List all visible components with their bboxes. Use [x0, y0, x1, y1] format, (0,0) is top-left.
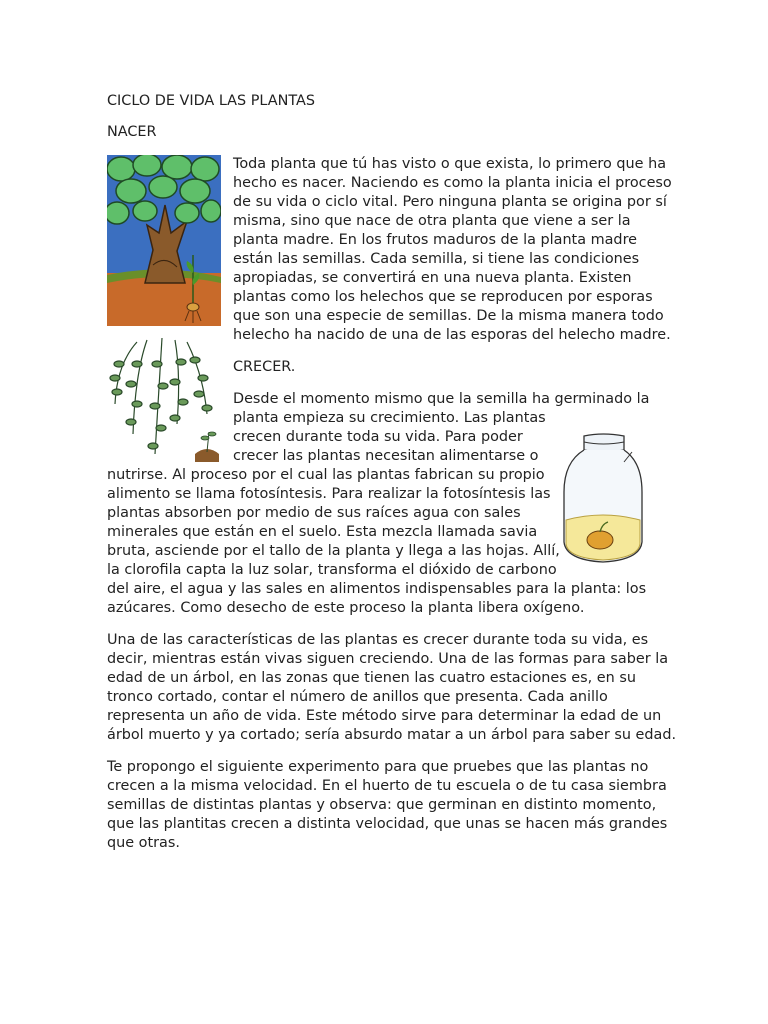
- crecer-line: minerales que están en el suelo. Esta mezcla llamada savia: [107, 524, 538, 540]
- section-heading-nacer: NACER: [107, 124, 157, 140]
- fern-illustration: [107, 334, 221, 464]
- crecer-line: la clorofila capta la luz solar, transforma el dióxido de carbono: [107, 562, 557, 578]
- document-title: CICLO DE VIDA LAS PLANTAS: [107, 93, 316, 109]
- crecer-line: Desde el momento mismo que la semilla ha germinado la: [233, 391, 650, 407]
- crecer-line: nutrirse. Al proceso por el cual las plantas fabrican su propio: [107, 467, 545, 483]
- experiment-paragraph: Te propongo el siguiente experimento para que pruebes que las plantas no crecen a la misma velocidad. En el huerto de tu escuela o de tu casa siembra semillas de distintas plantas y observa: que germinan en distinto momento, que las plantitas crecen a distinta velocidad, que unas se hacen más grandes que otras.: [107, 759, 668, 851]
- crecer-line: azúcares. Como desecho de este proceso la planta libera oxígeno.: [107, 600, 585, 616]
- crecer-line: alimento se llama fotosíntesis. Para realizar la fotosíntesis las: [107, 486, 551, 502]
- tree-rings-paragraph: Una de las características de las plantas es crecer durante toda su vida, es decir, mientras están vivas siguen creciendo. Una de las formas para saber la edad de un árbol, en las zonas que tienen las cuatro estaciones es, en su tronco cortado, contar el número de anillos que presenta. Cada anillo representa un año de vida. Este método sirve para determinar la edad de un árbol muerto y ya cortado; sería absurdo matar a un árbol para saber su edad.: [107, 632, 677, 743]
- crecer-line: bruta, asciende por el tallo de la planta y llega a las hojas. Allí,: [107, 543, 560, 559]
- tree-illustration: [107, 155, 221, 326]
- section-heading-crecer: CRECER.: [233, 359, 296, 375]
- crecer-line: crecen durante toda su vida. Para poder: [233, 429, 523, 445]
- crecer-line: plantas absorben por medio de sus raíces agua con sales: [107, 505, 521, 521]
- jar-illustration: [560, 432, 646, 564]
- crecer-line: crecer las plantas necesitan alimentarse o: [233, 448, 539, 464]
- crecer-line: planta empieza su crecimiento. Las plantas: [233, 410, 546, 426]
- nacer-paragraph: Toda planta que tú has visto o que exista, lo primero que ha hecho es nacer. Naciendo es como la planta inicia el proceso de su vida o ciclo vital. Pero ninguna planta se origina por sí misma, sino que nace de otra planta que viene a ser la planta madre. En los frutos maduros de la planta madre están las semillas. Cada semilla, si tiene las condiciones apropiadas, se convertirá en una nueva planta. Existen plantas como los helechos que se reproducen por esporas que son una especie de semillas. De la misma manera todo helecho ha nacido de una de las esporas del helecho madre.: [233, 156, 672, 343]
- crecer-line: del aire, el agua y las sales en alimentos indispensables para la planta: los: [107, 581, 647, 597]
